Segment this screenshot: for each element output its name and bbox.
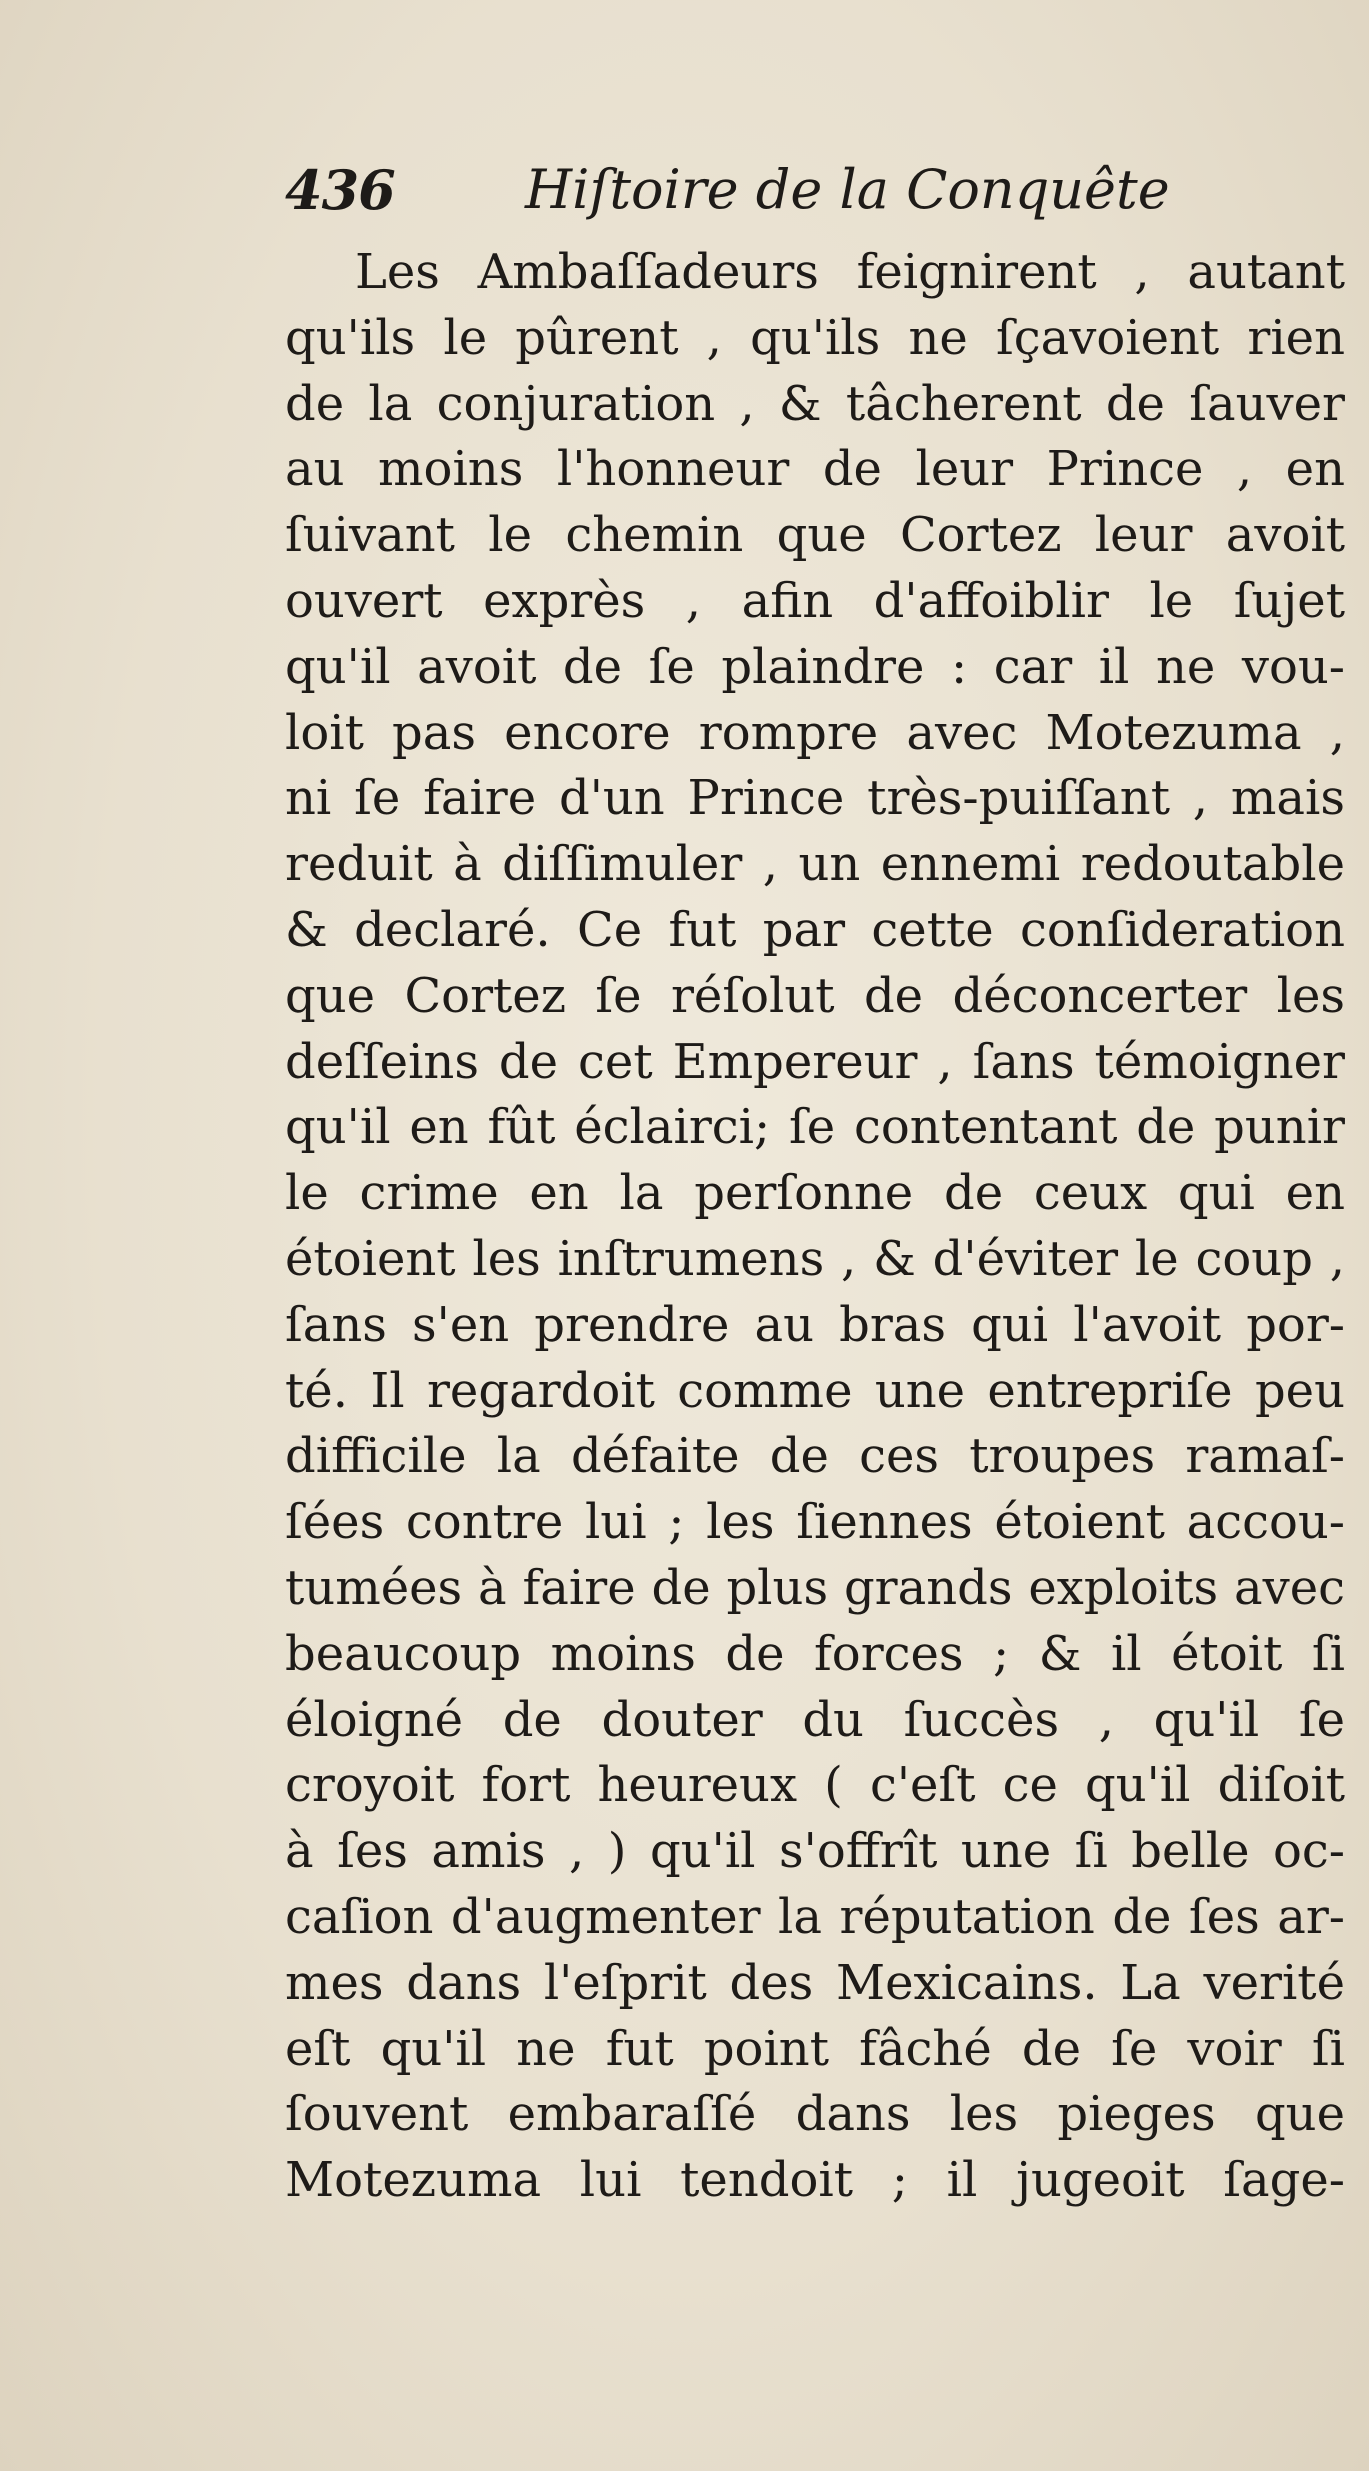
- text-line: reduit à diſſimuler , un ennemi redoutable: [285, 836, 1345, 893]
- text-line: Les Ambaſſadeurs feignirent , autant: [355, 244, 1345, 300]
- text-line: mes dans l'eſprit des Mexicains. La verité: [285, 1954, 1345, 2011]
- text-line: qu'il en fût éclairci; ſe contentant de punir: [285, 1099, 1345, 1156]
- text-line: ſouvent embaraſſé dans les pieges que: [285, 2086, 1345, 2143]
- text-line: deſſeins de cet Empereur , ſans témoigner: [285, 1033, 1345, 1090]
- text-line: ſans s'en prendre au bras qui l'avoit por-: [285, 1296, 1345, 1353]
- text-line: le crime en la perſonne de ceux qui en: [285, 1165, 1345, 1222]
- body-text: [285, 240, 1345, 2214]
- text-line: caſion d'augmenter la réputation de ſes ar-: [285, 1888, 1345, 1945]
- text-line: au moins l'honneur de leur Prince , en: [285, 441, 1345, 498]
- text-line: croyoit fort heureux ( c'eſt ce qu'il diſoit: [285, 1757, 1345, 1814]
- running-title: Hiſtoire de la Conquête: [525, 158, 1170, 221]
- text-line: ſuivant le chemin que Cortez leur avoit: [285, 507, 1345, 564]
- text-line: ſées contre lui ; les ſiennes étoient accou-: [285, 1494, 1345, 1551]
- text-line: de la conjuration , & tâcherent de ſauver: [285, 375, 1345, 432]
- text-line: difficile la défaite de ces troupes ramaſ-: [285, 1428, 1345, 1485]
- page-header: [285, 158, 1285, 228]
- page-number: 436: [285, 158, 395, 222]
- text-line: ni ſe faire d'un Prince très-puiſſant , mais: [285, 770, 1345, 827]
- text-line: à ſes amis , ) qu'il s'offrît une ſi belle oc-: [285, 1823, 1345, 1880]
- text-line: éloigné de douter du ſuccès , qu'il ſe: [285, 1691, 1345, 1748]
- text-line: beaucoup moins de forces ; & il étoit ſi: [285, 1625, 1345, 1682]
- text-line: loit pas encore rompre avec Motezuma ,: [285, 704, 1345, 761]
- text-line: & declaré. Ce fut par cette conſideration: [285, 901, 1345, 958]
- text-line: étoient les inſtrumens , & d'éviter le coup ,: [285, 1230, 1345, 1287]
- show-through-smudge: [440, 2240, 600, 2280]
- text-line: tumées à faire de plus grands exploits avec: [285, 1559, 1345, 1616]
- text-line: qu'il avoit de ſe plaindre : car il ne vou-: [285, 638, 1345, 695]
- text-line: qu'ils le pûrent , qu'ils ne ſçavoient rien: [285, 309, 1345, 366]
- text-line: Motezuma lui tendoit ; il jugeoit ſage-: [285, 2152, 1345, 2209]
- text-line: ouvert exprès , afin d'affoiblir le ſujet: [285, 572, 1345, 629]
- text-line: té. Il regardoit comme une entrepriſe peu: [285, 1362, 1345, 1419]
- text-line: eſt qu'il ne fut point fâché de ſe voir ſi: [285, 2020, 1345, 2077]
- text-line: que Cortez ſe réſolut de déconcerter les: [285, 967, 1345, 1024]
